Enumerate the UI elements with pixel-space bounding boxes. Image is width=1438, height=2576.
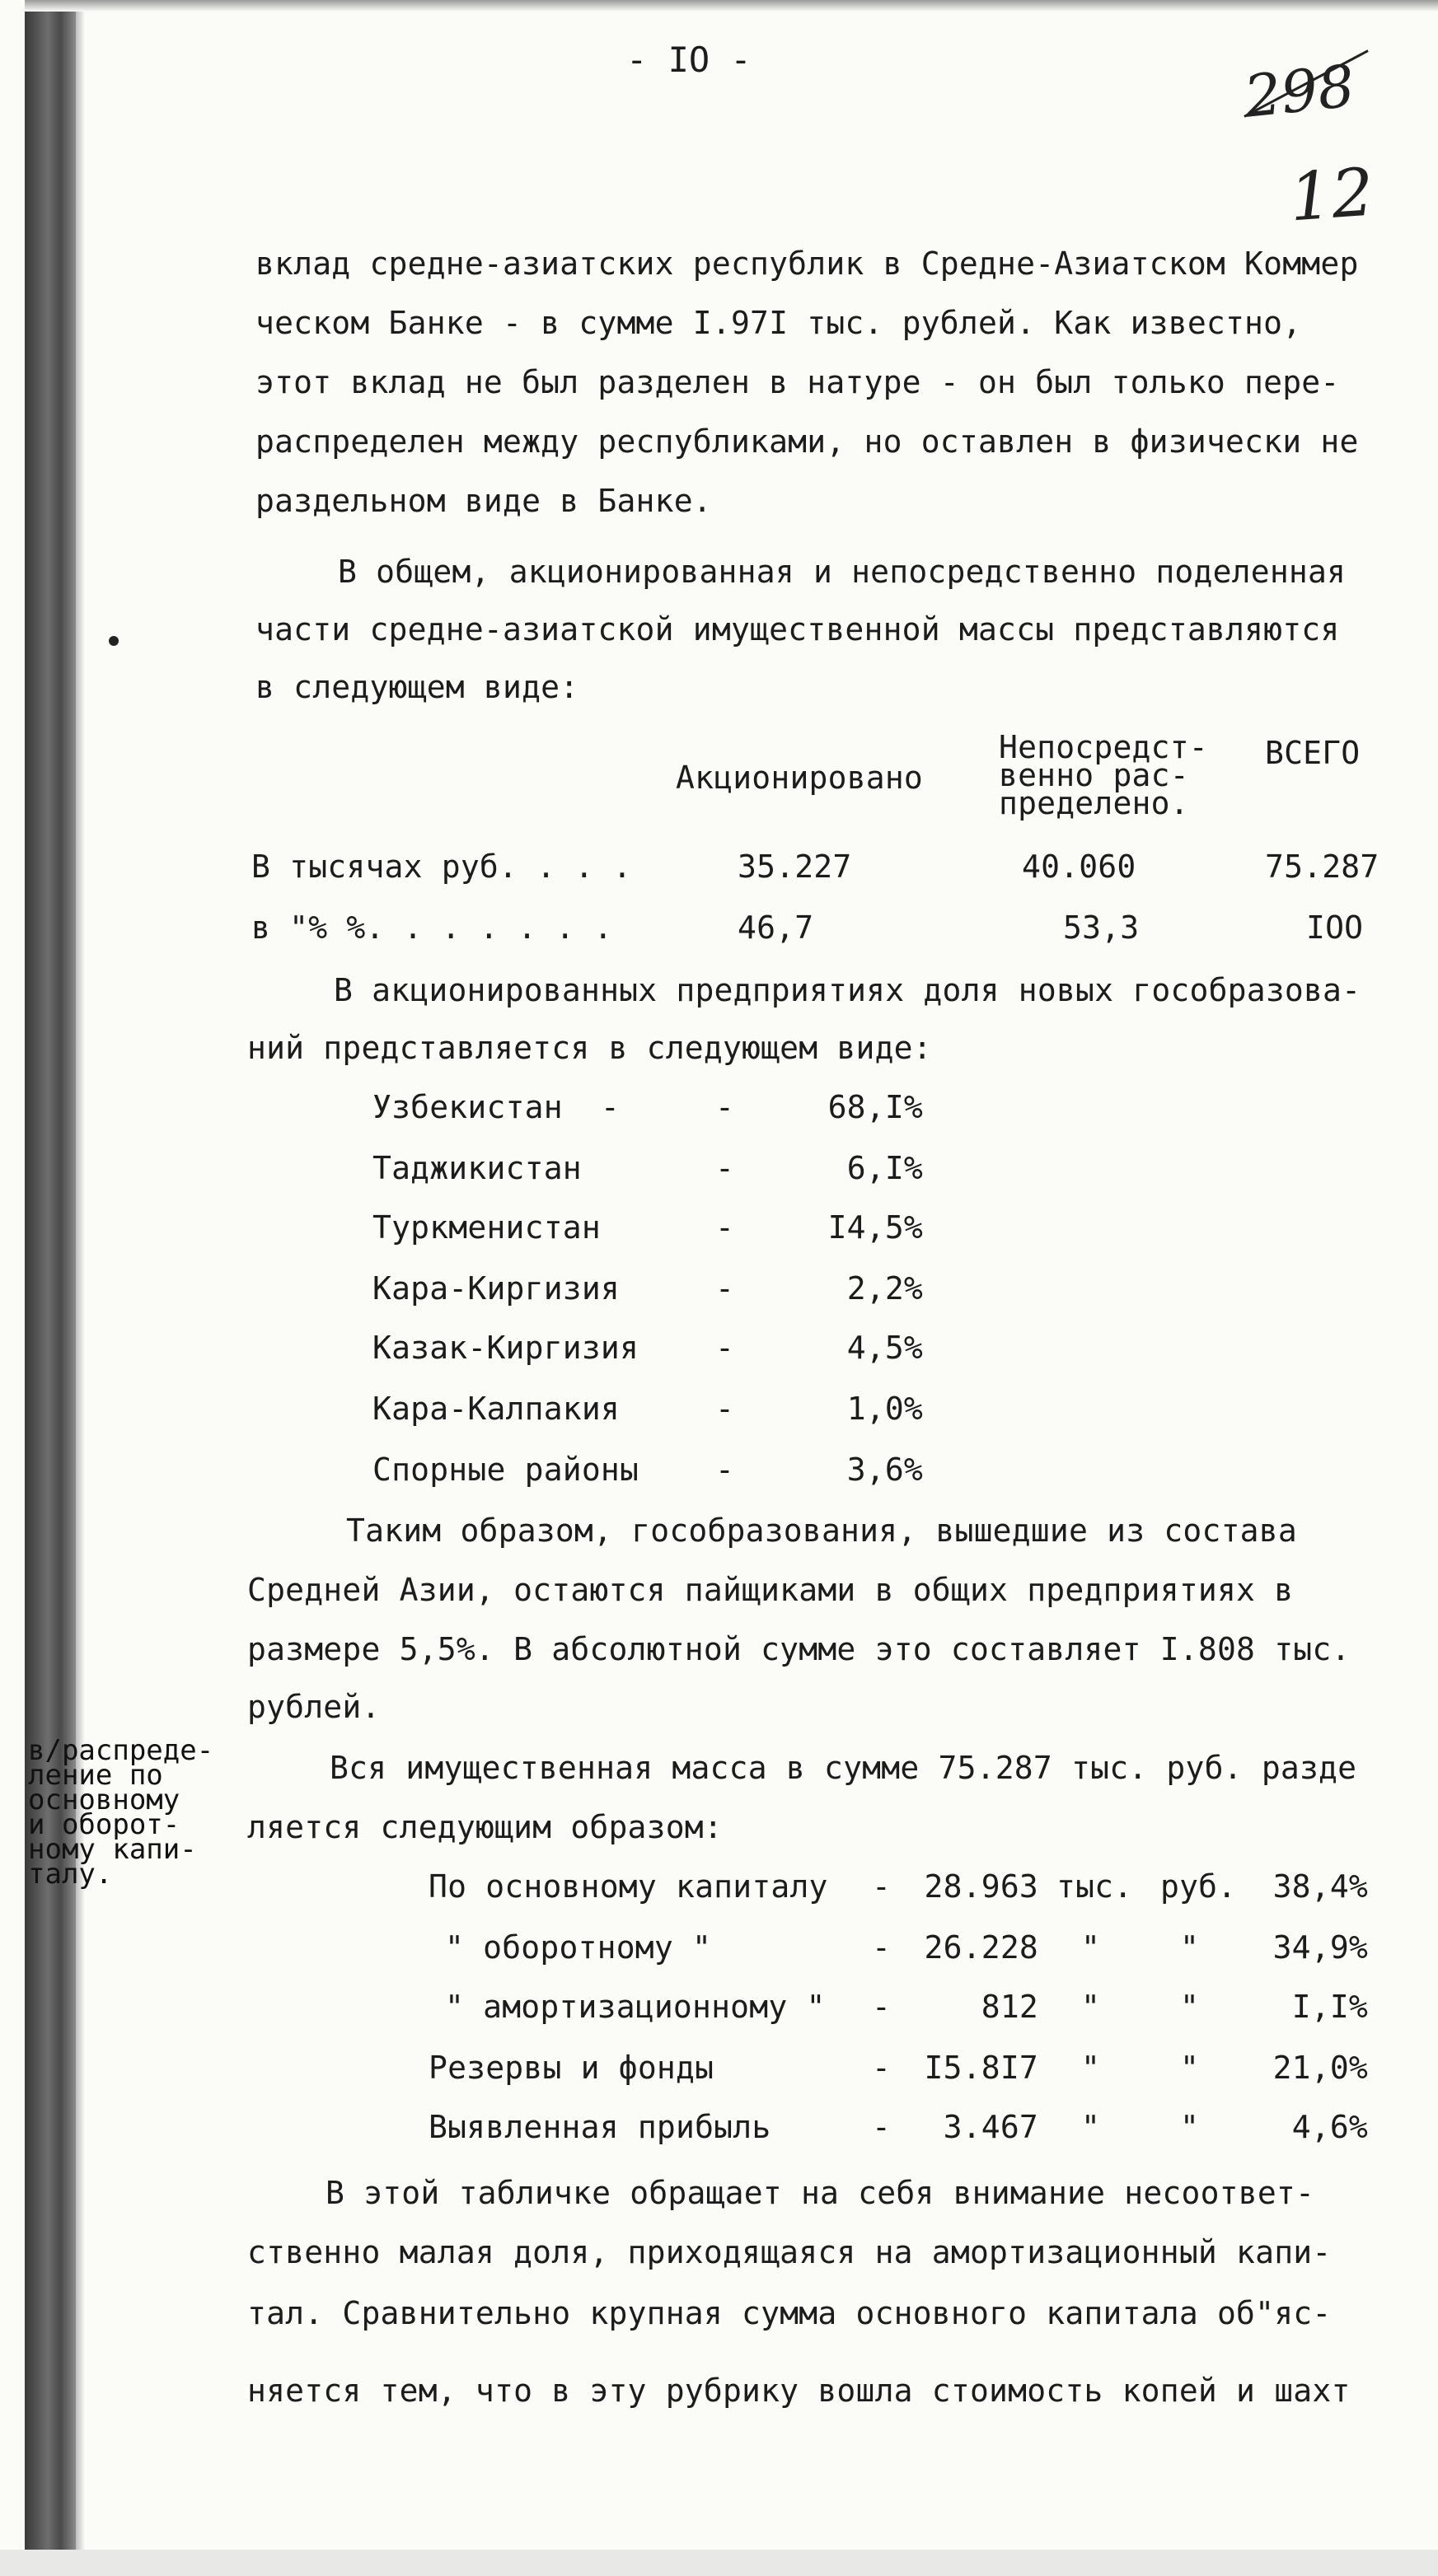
table1-header-direct-line3: пределено. <box>999 785 1189 821</box>
share-dash: - <box>715 1391 735 1427</box>
paragraph-line: Вся имущественная масса в сумме 75.287 тыс. руб. разде <box>330 1750 1357 1786</box>
share-name: Казак-Киргизия <box>372 1330 639 1366</box>
share-name: Туркменистан <box>372 1209 601 1246</box>
share-value: 6,I% <box>846 1150 923 1186</box>
share-dash: - <box>715 1089 735 1125</box>
capital-row-pct: 21,0% <box>1272 2050 1368 2086</box>
punch-dot <box>109 636 119 646</box>
capital-row-unit: руб. <box>1160 1868 1237 1905</box>
table1-cell: 46,7 <box>738 909 814 946</box>
paragraph-line: вклад средне-азиатских республик в Средне-Азиатском Коммер <box>255 245 1359 282</box>
table1-cell: 40.060 <box>1022 849 1136 885</box>
share-value: I4,5% <box>827 1209 923 1246</box>
capital-row-label: " амортизационному " <box>445 1989 826 2025</box>
table1-header-aktsionirovano: Акционировано <box>676 760 924 796</box>
paragraph-line: рублей. <box>247 1689 381 1725</box>
paragraph-line: ний представляется в следующем виде: <box>247 1030 932 1066</box>
binding-spine <box>25 0 76 2576</box>
paragraph-line: няется тем, что в эту рубрику вошла стоимость копей и шахт <box>247 2373 1351 2409</box>
paragraph-line: части средне-азиатской имущественной массы представляются <box>255 611 1340 648</box>
binding-edge <box>76 0 84 2576</box>
bottom-scan-edge <box>0 2550 1438 2576</box>
capital-row-label: " оборотному " <box>445 1929 712 1966</box>
paragraph-line: В акционированных предприятиях доля новых гособразова- <box>334 972 1361 1008</box>
margin-note: в/распреде- ление по основному и оборот- ному капи- талу. <box>28 1734 214 1891</box>
capital-row-unit: " <box>1180 1929 1200 1966</box>
paragraph-line: ляется следующим образом: <box>247 1809 723 1845</box>
capital-row-unit: " <box>1081 1989 1101 2025</box>
share-dash: - <box>715 1150 735 1186</box>
share-dash: - <box>715 1209 735 1246</box>
capital-row-unit: " <box>1081 1929 1101 1966</box>
share-value: 4,5% <box>846 1330 923 1366</box>
archive-number: 12 <box>1286 153 1376 236</box>
capital-row-sum: 812 <box>981 1989 1038 2025</box>
table1-header-direct-line2: венно рас- <box>999 757 1189 793</box>
table1-header-direct-line1: Непосредст- <box>999 729 1208 765</box>
table1-cell: 35.227 <box>738 849 852 885</box>
paragraph-line: в следующем виде: <box>255 669 579 705</box>
top-scan-shadow <box>25 0 1438 12</box>
table1-cell: 53,3 <box>1063 909 1140 946</box>
paragraph-line: В этой табличке обращает на себя внимание несоответ- <box>326 2175 1315 2211</box>
table1-header-total: ВСЕГО <box>1265 735 1361 771</box>
share-value: 1,0% <box>846 1391 923 1427</box>
share-dash: - <box>715 1452 735 1488</box>
share-name: Кара-Киргизия <box>372 1270 621 1307</box>
capital-row-label: Выявленная прибыль <box>429 2109 771 2145</box>
paragraph-line: тал. Сравнительно крупная сумма основного капитала об"яс- <box>247 2295 1332 2331</box>
capital-row-dash: - <box>872 1868 892 1905</box>
crossed-archive-number: 298 <box>1241 52 1358 131</box>
table1-cell: IOO <box>1306 909 1364 946</box>
capital-row-pct: 34,9% <box>1272 1929 1368 1966</box>
capital-row-unit: " <box>1180 2050 1200 2086</box>
capital-row-pct: I,I% <box>1291 1989 1368 2025</box>
paragraph-line: Средней Азии, остаются пайщиками в общих предприятиях в <box>247 1572 1294 1608</box>
table1-row-label: в "% %. . . . . . . <box>251 909 613 946</box>
capital-row-unit: " <box>1180 1989 1200 2025</box>
paragraph-line: Таким образом, гособразования, вышедшие из состава <box>346 1512 1297 1549</box>
table1-cell: 75.287 <box>1265 849 1379 885</box>
paragraph-line: ственно малая доля, приходящаяся на амортизационный капи- <box>247 2234 1332 2270</box>
capital-row-pct: 4,6% <box>1291 2109 1368 2145</box>
paragraph-line: ческом Банке - в сумме I.97I тыс. рублей. Как известно, <box>255 305 1302 341</box>
paragraph-line: распределен между республиками, но оставлен в физически не <box>255 423 1359 460</box>
capital-row-dash: - <box>872 1989 892 2025</box>
paragraph-line: размере 5,5%. В абсолютной сумме это составляет I.808 тыс. <box>247 1631 1351 1667</box>
share-value: 3,6% <box>846 1452 923 1488</box>
share-dash: - <box>715 1270 735 1307</box>
capital-row-unit: тыс. <box>1056 1868 1133 1905</box>
share-name: Спорные районы <box>372 1452 639 1488</box>
capital-row-unit: " <box>1081 2050 1101 2086</box>
paragraph-line: раздельном виде в Банке. <box>255 483 712 519</box>
share-name: Узбекистан - <box>372 1089 621 1125</box>
share-value: 68,I% <box>827 1089 923 1125</box>
capital-row-label: Резервы и фонды <box>429 2050 714 2086</box>
share-name: Кара-Калпакия <box>372 1391 621 1427</box>
capital-row-dash: - <box>872 1929 892 1966</box>
share-value: 2,2% <box>846 1270 923 1307</box>
capital-row-unit: " <box>1180 2109 1200 2145</box>
page-number: - IO - <box>626 40 752 80</box>
capital-row-sum: 26.228 <box>924 1929 1038 1966</box>
paragraph-line: этот вклад не был разделен в натуре - он был только пере- <box>255 364 1340 400</box>
capital-row-sum: I5.8I7 <box>924 2050 1038 2086</box>
paragraph-line: В общем, акционированная и непосредственно поделенная <box>338 554 1347 590</box>
capital-row-pct: 38,4% <box>1272 1868 1368 1905</box>
share-name: Таджикистан <box>372 1150 582 1186</box>
capital-row-sum: 3.467 <box>943 2109 1038 2145</box>
capital-row-unit: " <box>1081 2109 1101 2145</box>
capital-row-dash: - <box>872 2109 892 2145</box>
capital-row-sum: 28.963 <box>924 1868 1038 1905</box>
table1-row-label: В тысячах руб. . . . <box>251 849 632 885</box>
share-dash: - <box>715 1330 735 1366</box>
capital-row-label: По основному капиталу <box>429 1868 828 1905</box>
capital-row-dash: - <box>872 2050 892 2086</box>
